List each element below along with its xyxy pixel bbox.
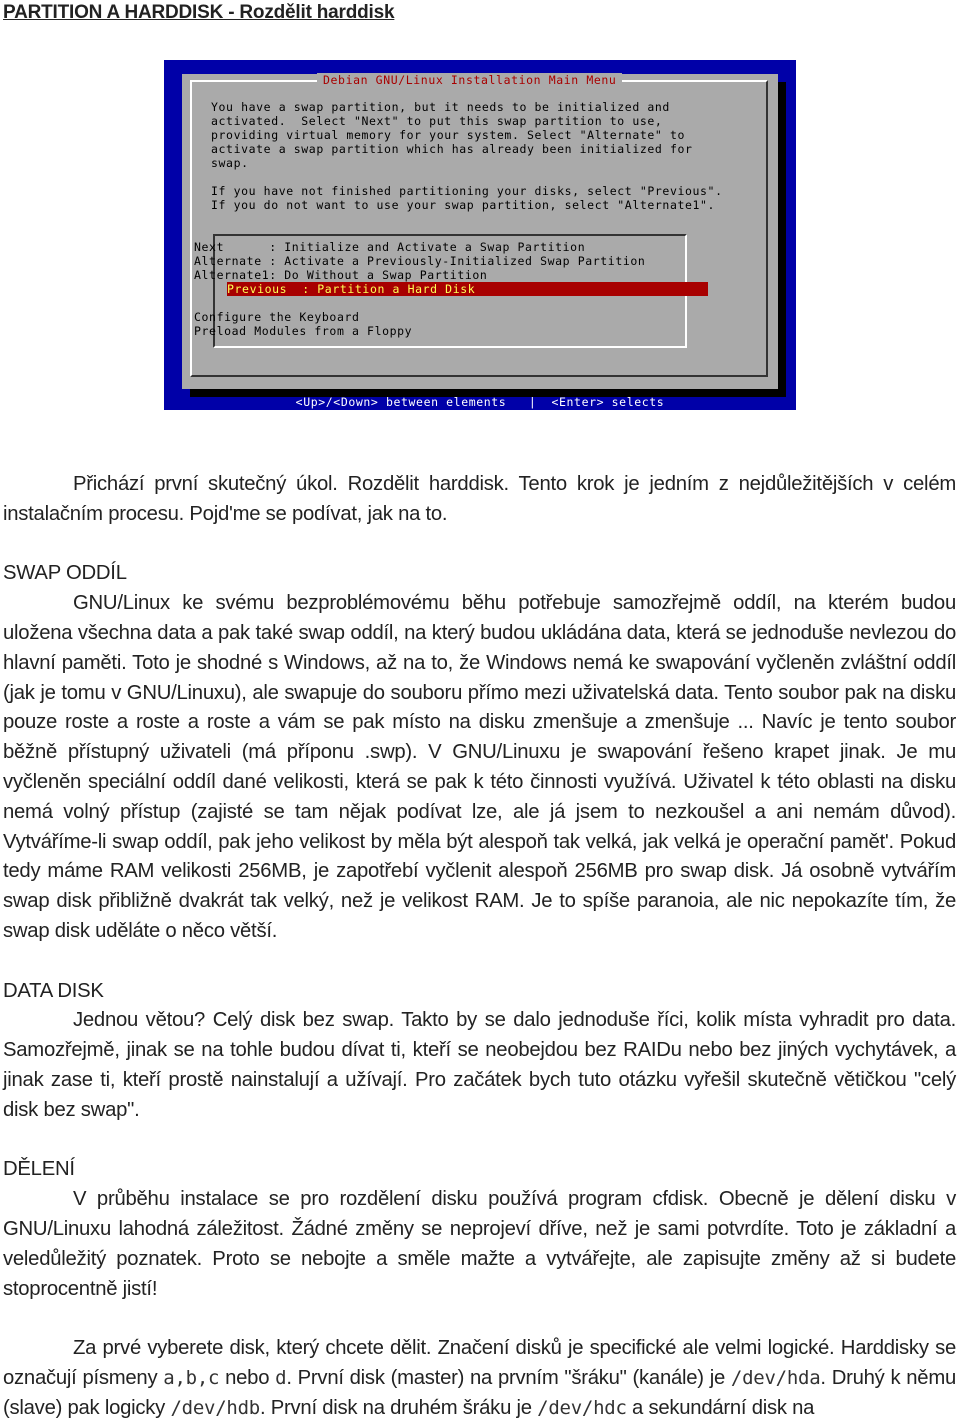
code-dev-hdc: /dev/hdc [537,1396,627,1419]
code-dev-hda: /dev/hda [730,1366,821,1389]
text-span: . První disk na druhém šráku je [259,1396,538,1419]
installer-screenshot [164,60,796,410]
key-help-footer: <Up>/<Down> between elements | <Enter> selects [295,395,665,409]
swap-paragraph: GNU/Linux ke svému bezproblémovému běhu potřebuje samozřejmě oddíl, na kterém budou uložena všechna data a pak také swap oddíl, na který budou ukládána data, která se jednoduše nevlezou do hlavní paměti. Toto je shodné s Windows, až na to, že Windows nemá ke swapování vyčleněn zvláštní oddíl (jak je tomu v GNU/Linuxu), ale swapuje do souboru přímo mezi uživatelská data. Tento soubor pak na disku pouze roste a roste a roste a vám se pak místo na disku zmenšuje a zmenšuje ... Navíc je tento soubor běžně přístupný uživateli (má příponu .swp). V GNU/Linuxu je swapování řešeno krapet jinak. Je mu vyčleněn speciální oddíl dané velikosti, která se pak k této činnosti využívá. Uživatel k této oblasti na disku nemá volný přístup (zajisté se tam nějak podívat lze, ale já jsem to nezkoušel a ani nemám důvod). Vytváříme-li swap oddíl, pak jeho velikost by měla být alespoň tak velká, jak velká je operační pamět'. Pokud tedy máme RAM velikosti 256MB, je zapotřebí vyčlenit alespoň 256MB pro swap disk. Já osobně vytvářím swap disk přibližně dvakrát tak velký, než je velikost RAM. Je to spíše paranoia, ale nic nepokazíte tím, že swap disk uděláte o něco větší. [3,592,956,942]
disk-naming-paragraph [3,1334,956,1423]
text-span: Za prvé vyberete disk, který chcete dělit. Značení disků je specifické ale velmi logické. Harddisky se označují písmeny [3,1337,956,1389]
installer-dialog [182,74,778,389]
swap-heading: SWAP ODDÍL [3,562,127,585]
menu-item-alternate1[interactable]: Alternate1: Do Without a Swap Partition [194,268,488,282]
deleni-paragraph: V průběhu instalace se pro rozdělení disku používá program cfdisk. Obecně je dělení disku v GNU/Linuxu lahodná záležitost. Žádné změny se neprojeví dříve, než je sami potvrdíte. Toto je základní a veledůležitý poznatek. Proto se nebojte a směle mažte a vytvářejte, ale zapisujte změny až si budete stoprocentně jistí! [3,1188,956,1300]
dialog-text-swap: You have a swap partition, but it needs to be initialized and activated. Select "Next" to put this swap partition to use, providing virtual memory for your system. Select "Alternate" to activate a swap partition which has already been initialized for swap. [211,100,693,170]
menu-item-previous[interactable]: Previous : Partition a Hard Disk [227,282,708,296]
page-title: PARTITION A HARDDISK - Rozdělit harddisk [3,2,395,23]
data-disk-paragraph: Jednou větou? Celý disk bez swap. Takto by se dalo jednoduše říci, kolik místa vyhradit pro data. Samozřejmě, jinak se na tohle budou dívat ti, kteří se neobejdou bez RAIDu nebo bez jiných vychytávek, a jinak zase ti, kteří prostě nainstalují a užívají. Pro začátek bych tuto otázku vyřešil skutečně větičkou "celý disk bez swap". [3,1009,956,1121]
dialog-title: Debian GNU/Linux Installation Main Menu [317,73,622,87]
text-span: . První disk (master) na prvním "šráku" (kanále) je [286,1366,731,1389]
menu-item-next[interactable]: Next : Initialize and Activate a Swap Partition [194,240,586,254]
menu-item-configure-keyboard[interactable]: Configure the Keyboard [194,310,360,324]
code-letter-d: d [275,1366,287,1389]
menu-item-alternate[interactable]: Alternate : Activate a Previously-Initialized Swap Partition [194,254,646,268]
dialog-text-partition: If you have not finished partitioning your disks, select "Previous". If you do not want to use your swap partition, select "Alternate1". [211,184,723,212]
article-body [3,470,956,1424]
code-letters: a,b,c [163,1366,220,1389]
data-disk-heading: DATA DISK [3,979,104,1002]
intro-paragraph: Přichází první skutečný úkol. Rozdělit harddisk. Tento krok je jedním z nejdůležitějších v celém instalačním procesu. Pojd'me se podívat, jak na to. [3,473,956,525]
text-span: . Druhý k němu (slave) pak logicky [3,1366,957,1419]
code-dev-hdb: /dev/hdb [170,1396,260,1419]
menu-item-preload-modules[interactable]: Preload Modules from a Floppy [194,324,413,338]
text-span: a sekundární disk na [626,1396,815,1419]
dialog-shadow-side [778,82,786,397]
deleni-heading: DĚLENÍ [3,1158,75,1181]
text-span: nebo [219,1366,276,1389]
